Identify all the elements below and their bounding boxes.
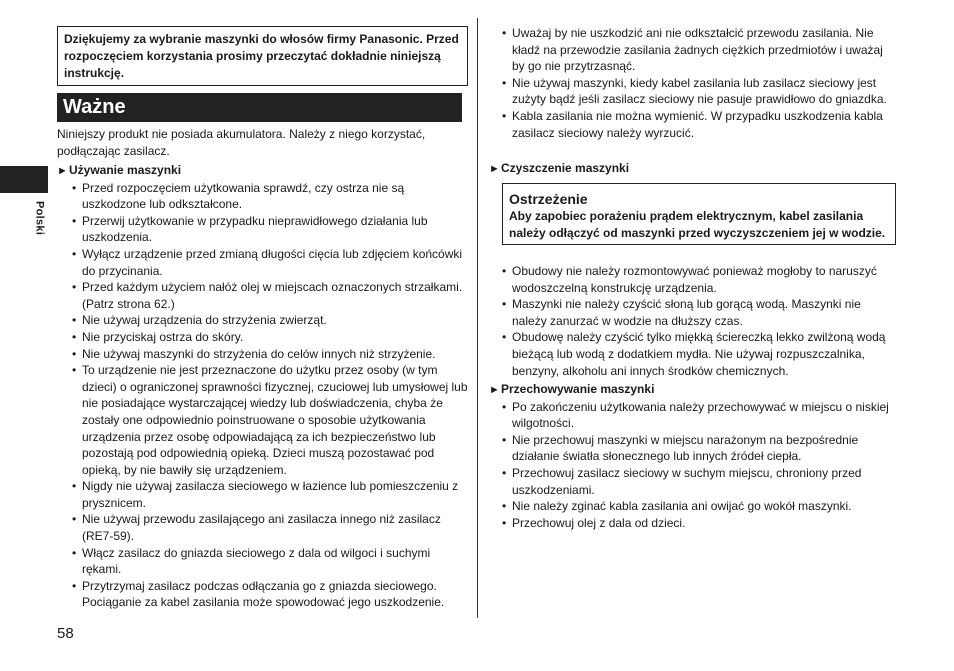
bullet-icon: • bbox=[502, 515, 507, 530]
list-item bbox=[57, 478, 468, 511]
list-item bbox=[487, 329, 896, 379]
page-number: 58 bbox=[57, 625, 74, 642]
list-item bbox=[487, 263, 896, 296]
bullet-icon: • bbox=[502, 432, 507, 447]
list-item-text: Włącz zasilacz do gniazda sieciowego z dala od wilgoci i suchymi rękami. bbox=[82, 545, 431, 577]
usage-continued-list bbox=[487, 25, 896, 141]
list-item bbox=[57, 346, 468, 363]
bullet-icon: • bbox=[72, 479, 77, 494]
language-tab-marker bbox=[0, 166, 48, 193]
list-item-text: Maszynki nie należy czyścić słoną lub gorącą wodą. Maszynki nie należy zanurzać w wodzie na dłuższy czas. bbox=[512, 297, 861, 328]
bullet-icon: • bbox=[72, 578, 77, 593]
list-item bbox=[57, 213, 468, 246]
list-item-text: Obudowy nie należy rozmontowywać ponieważ mogłoby to naruszyć wodoszczelną konstrukcję urządzenia. bbox=[512, 264, 877, 295]
cleaning-title-text: Czyszczenie maszynki bbox=[501, 161, 630, 175]
storage-section bbox=[489, 381, 898, 531]
bullet-icon: • bbox=[502, 399, 507, 414]
language-label: Polski bbox=[33, 201, 46, 236]
list-item-text: Kabla zasilania nie można wymienić. W przypadku uszkodzenia kabla zasilacz sieciowy należy wyrzucić. bbox=[512, 108, 883, 140]
bullet-icon: • bbox=[72, 512, 77, 527]
list-item-text: Wyłącz urządzenie przed zmianą długości cięcia lub zdjęciem końcówki do przycinania. bbox=[82, 246, 463, 278]
heading-important: Ważne bbox=[57, 93, 462, 122]
bullet-icon: • bbox=[502, 26, 507, 40]
list-item-text: To urządzenie nie jest przeznaczone do użytku przez osoby (w tym dzieci) o ograniczonej sprawności fizycznej, czuciowej lub umysłowej lub nie posiadające wystarczającej wiedzy lub doświadczenia, chyba że zostały one odpowiednio poinstruowane o sposobie użytkowania urządzenia przez osobę odpowiadającą za ich bezpieczeństwo lub pozostają pod odpowiednią opieką. Dzieci muszą pozostawać pod opieką, by nie bawiły się urządzeniem. bbox=[82, 363, 468, 477]
list-item bbox=[487, 25, 896, 75]
list-item-text: Przed rozpoczęciem użytkowania sprawdź, czy ostrza nie są uszkodzone lub odkształcone. bbox=[82, 180, 405, 212]
list-item bbox=[57, 511, 468, 544]
intro-notice-box: Dziękujemy za wybranie maszynki do włosów firmy Panasonic. Przed rozpoczęciem korzystania prosimy przeczytać dokładnie niniejszą instrukcję. bbox=[57, 26, 468, 86]
usage-title-text: Używanie maszynki bbox=[69, 163, 182, 177]
list-item bbox=[57, 180, 468, 213]
bullet-icon: • bbox=[502, 108, 507, 123]
storage-title-text: Przechowywanie maszynki bbox=[501, 382, 655, 396]
list-item-text: Nie przechowuj maszynki w miejscu narażonym na bezpośrednie działanie światła słonecznego lub innych źródeł ciepła. bbox=[512, 432, 859, 464]
list-item-text: Po zakończeniu użytkowania należy przechowywać w miejscu o niskiej wilgotności. bbox=[512, 399, 889, 431]
list-item bbox=[57, 312, 468, 329]
list-item bbox=[57, 246, 468, 279]
bullet-icon: • bbox=[72, 180, 77, 195]
list-item bbox=[489, 515, 898, 532]
list-item bbox=[489, 399, 898, 432]
list-item-text: Nie używaj maszynki, kiedy kabel zasilania lub zasilacz sieciowy jest zużyty bądź jeśli zasilacz sieciowy nie pasuje prawidłowo do gniazdka. bbox=[512, 75, 887, 107]
bullet-icon: • bbox=[502, 499, 507, 514]
bullet-icon: • bbox=[502, 297, 507, 312]
list-item bbox=[57, 329, 468, 346]
bullet-icon: • bbox=[72, 246, 77, 261]
bullet-icon: • bbox=[502, 264, 507, 278]
list-item-text: Nie używaj urządzenia do strzyżenia zwierząt. bbox=[82, 313, 327, 328]
list-item bbox=[57, 578, 468, 611]
warning-title: Ostrzeżenie bbox=[509, 191, 588, 207]
list-item-text: Uważaj by nie uszkodzić ani nie odkształcić przewodu zasilania. Nie kładź na przewodzie zasilania żadnych ciężkich przedmiotów i uważaj by go nie przytrzasnąć. bbox=[512, 26, 883, 74]
intro-paragraph: Niniejszy produkt nie posiada akumulatora. Należy z niego korzystać, podłączając zasilacz. bbox=[57, 127, 426, 158]
list-item-text: Nigdy nie używaj zasilacza sieciowego w łazience lub pomieszczeniu z prysznicem. bbox=[82, 479, 459, 510]
list-item-text: Nie używaj maszynki do strzyżenia do celów innych niż strzyżenie. bbox=[82, 346, 436, 361]
list-item-text: Przytrzymaj zasilacz podczas odłączania go z gniazda sieciowego. Pociąganie za kabel zasilania może spowodować jego uszkodzenie. bbox=[82, 578, 445, 610]
bullet-icon: • bbox=[502, 75, 507, 90]
cleaning-section-title bbox=[489, 160, 898, 178]
bullet-icon: • bbox=[502, 465, 507, 480]
list-item-text: Przechowuj zasilacz sieciowy w suchym miejscu, chroniony przed uszkodzeniami. bbox=[512, 465, 862, 497]
bullet-icon: • bbox=[72, 329, 77, 344]
list-item-text: Obudowę należy czyścić tylko miękką ściereczką lekko zwilżoną wodą bieżącą lub wodą z dodatkiem mydła. Nie używaj rozpuszczalnika, benzyny, alkoholu ani innych środków chemicznych. bbox=[512, 330, 886, 378]
list-item-text: Nie przyciskaj ostrza do skóry. bbox=[82, 329, 244, 344]
warning-text: Aby zapobiec porażeniu prądem elektrycznym, kabel zasilania należy odłączyć od maszynki przed wyczyszczeniem jej w wodzie. bbox=[509, 209, 886, 240]
warning-box bbox=[502, 183, 896, 245]
list-item bbox=[487, 108, 896, 141]
usage-section-title bbox=[57, 162, 468, 180]
bullet-icon: • bbox=[72, 313, 77, 328]
bullet-icon: • bbox=[502, 330, 507, 345]
section-arrow-icon: ► bbox=[489, 163, 500, 175]
bullet-icon: • bbox=[72, 346, 77, 361]
usage-section bbox=[57, 162, 468, 611]
list-item-text: Nie używaj przewodu zasilającego ani zasilacza innego niż zasilacz (RE7-59). bbox=[82, 512, 441, 544]
storage-list bbox=[489, 399, 898, 532]
list-item-text: Przed każdym użyciem nałóż olej w miejscach oznaczonych strzałkami. (Patrz strona 62.) bbox=[82, 280, 463, 311]
list-item-text: Przechowuj olej z dala od dzieci. bbox=[512, 515, 686, 530]
storage-section-title bbox=[489, 381, 898, 399]
list-item bbox=[489, 432, 898, 465]
list-item-text: Przerwij użytkowanie w przypadku nieprawidłowego działania lub uszkodzenia. bbox=[82, 213, 428, 245]
list-item bbox=[57, 279, 468, 312]
list-item-text: Nie należy zginać kabla zasilania ani owijać go wokół maszynki. bbox=[512, 499, 852, 514]
section-arrow-icon: ► bbox=[57, 165, 68, 177]
list-item bbox=[487, 75, 896, 108]
bullet-icon: • bbox=[72, 213, 77, 228]
list-item bbox=[57, 362, 468, 478]
list-item bbox=[487, 296, 896, 329]
list-item bbox=[489, 498, 898, 515]
bullet-icon: • bbox=[72, 363, 77, 378]
list-item bbox=[57, 545, 468, 578]
bullet-icon: • bbox=[72, 545, 77, 560]
cleaning-list bbox=[487, 263, 896, 379]
list-item bbox=[489, 465, 898, 498]
usage-list bbox=[57, 180, 468, 611]
column-divider bbox=[477, 18, 478, 618]
section-arrow-icon: ► bbox=[489, 384, 500, 396]
bullet-icon: • bbox=[72, 280, 77, 295]
